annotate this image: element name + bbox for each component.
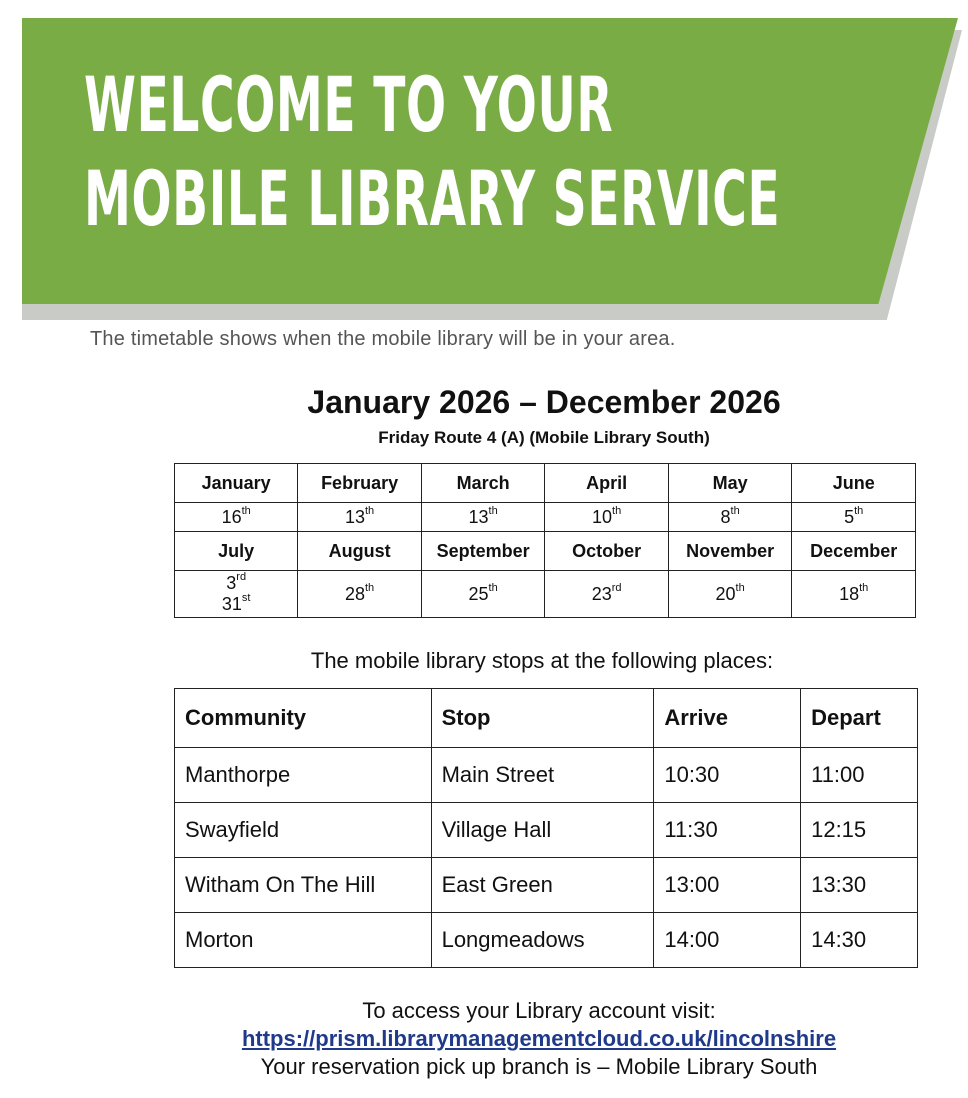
visit-day-suffix: th [854, 504, 864, 517]
visit-day-number: 16 [221, 506, 242, 527]
visit-day-suffix: th [859, 581, 869, 594]
stops-cell: Swayfield [175, 803, 432, 858]
stops-cell: 13:00 [654, 858, 801, 913]
stops-cell: Village Hall [431, 803, 654, 858]
month-date-cell [668, 571, 792, 618]
visit-day-suffix: th [730, 504, 740, 517]
month-date-cell [545, 571, 668, 618]
stops-cell: 11:00 [801, 748, 918, 803]
visit-day-suffix: th [488, 581, 498, 594]
month-name-cell: January [175, 464, 298, 503]
month-dates-row [175, 571, 916, 618]
stops-cell: Longmeadows [431, 913, 654, 968]
month-name-cell: April [545, 464, 668, 503]
banner-title-line-1: WELCOME TO YOUR [84, 60, 614, 149]
month-date-cell [175, 571, 298, 618]
visit-day-suffix: th [365, 581, 375, 594]
table-row [175, 803, 918, 858]
month-date-cell [668, 503, 792, 532]
month-name-cell: March [421, 464, 545, 503]
month-name-cell: May [668, 464, 792, 503]
table-row [175, 748, 918, 803]
visit-day-suffix: th [241, 504, 251, 517]
footer-line-3: Your reservation pick up branch is – Mobile Library South [260, 1054, 818, 1079]
month-name-cell: February [298, 464, 421, 503]
stops-intro: The mobile library stops at the following places: [310, 648, 774, 673]
visit-day-suffix: th [365, 504, 375, 517]
visit-day-number: 23 [591, 583, 612, 604]
banner-title [84, 58, 780, 246]
month-date-cell [792, 571, 916, 618]
footer-line-1: To access your Library account visit: [362, 998, 716, 1023]
table-row [175, 858, 918, 913]
stops-header-cell: Stop [431, 689, 654, 748]
stops-header-cell: Depart [801, 689, 918, 748]
stops-cell: East Green [431, 858, 654, 913]
visit-day-number: 10 [592, 506, 613, 527]
stops-cell: Witham On The Hill [175, 858, 432, 913]
intro-text: The timetable shows when the mobile library will be in your area. [90, 328, 676, 350]
stops-header-cell: Community [175, 689, 432, 748]
month-names-row [175, 464, 916, 503]
month-name-cell: September [421, 532, 545, 571]
month-dates-row [175, 503, 916, 532]
visit-day-number: 25 [468, 583, 489, 604]
month-date-cell [421, 571, 545, 618]
route-subheading: Friday Route 4 (A) (Mobile Library South) [378, 428, 710, 447]
month-date-cell [298, 503, 421, 532]
stops-table [174, 688, 918, 968]
month-names-row [175, 532, 916, 571]
month-date-cell [421, 503, 545, 532]
visit-day-suffix: rd [611, 581, 622, 594]
visit-day-suffix: rd [236, 571, 247, 583]
month-name-cell: June [792, 464, 916, 503]
visit-day-number: 3 [226, 573, 237, 593]
stops-cell: 12:15 [801, 803, 918, 858]
month-name-cell: October [545, 532, 668, 571]
visit-day-suffix: th [488, 504, 498, 517]
stops-cell: 11:30 [654, 803, 801, 858]
visit-day-number: 5 [844, 506, 855, 527]
table-row [175, 913, 918, 968]
visit-day-suffix: th [612, 504, 622, 517]
banner-title-line-2: MOBILE LIBRARY SERVICE [84, 154, 781, 243]
month-name-cell: December [792, 532, 916, 571]
period-heading: January 2026 – December 2026 [307, 384, 781, 420]
month-date-cell [792, 503, 916, 532]
month-date-cell [175, 503, 298, 532]
visit-day-number: 13 [344, 506, 365, 527]
stops-cell: Main Street [431, 748, 654, 803]
visit-day-number: 31 [221, 594, 242, 614]
stops-cell: 14:30 [801, 913, 918, 968]
library-account-link[interactable]: https://prism.librarymanagementcloud.co.uk/lincolnshire [241, 1026, 837, 1051]
stops-cell: 14:00 [654, 913, 801, 968]
visit-day-number: 18 [839, 583, 860, 604]
stops-header-cell: Arrive [654, 689, 801, 748]
month-name-cell: August [298, 532, 421, 571]
month-name-cell: July [175, 532, 298, 571]
stops-cell: Manthorpe [175, 748, 432, 803]
visit-day-number: 20 [715, 583, 736, 604]
visit-day-number: 13 [468, 506, 489, 527]
stops-cell: Morton [175, 913, 432, 968]
visit-day-suffix: th [735, 581, 745, 594]
visit-dates-table [174, 463, 916, 618]
month-name-cell: November [668, 532, 792, 571]
stops-cell: 10:30 [654, 748, 801, 803]
month-date-cell [298, 571, 421, 618]
visit-day-suffix: st [241, 592, 251, 604]
month-date-cell [545, 503, 668, 532]
footer-link-line [0, 1026, 968, 1052]
visit-day-number: 8 [720, 506, 731, 527]
stops-cell: 13:30 [801, 858, 918, 913]
visit-day-number: 28 [344, 583, 365, 604]
